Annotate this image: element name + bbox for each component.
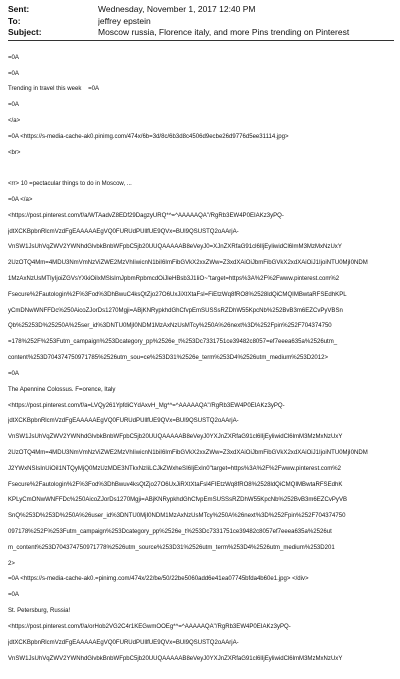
body-line: =0A <https://s-media-cache-ak0.=pinimg.com/474x/22/be/50/22be5060add6e41ea07745bfda4b60e1.jpg> </div> [8, 576, 309, 583]
header-divider [8, 40, 394, 41]
body-line: <https://post.pinterest.com/f/a/WTAadvZ8EDf29DagzyURQ*^=^AAAAAQA"/RgRb3EW4P0EIAKz3yPQ- [8, 212, 284, 219]
body-line: </a> [8, 117, 21, 124]
body-line: =0A [8, 54, 19, 61]
body-line: 2UzOTQ4Mm=4MDU3NmVmNzViZWE2MzVhIiwicnN1biI6ImFibGVkX2xxZWw=Z3xdXAiOiJbmFibGVkX2xdXAiOiJ1IjoiNTU0MjI0NDM [8, 449, 368, 456]
body-line: Qb%25253D%25250A%25ser_id%3DNTU0MjI0NDM1MzAxNzUsMTcy%250A%26next%3D%252Fpin%252F704374750 [8, 323, 332, 330]
body-line: Fsecure%2Fautologin%2F%3Fod%3DhBwuC4ksQtZjo27O6UxJiXtXtaFsl=FiEtzWq8fRO8%2528ldQiCMQIMBwtaRFSEdhKPL [8, 291, 347, 298]
body-line: jdtXCKBpbnRlcmVzdFgEAAAAAEgVQ0FURUdPUllfUE9QVx=BUl9QSUSTQ2oAArjA- [8, 228, 239, 235]
to-value: jeffrey epstein [98, 15, 151, 26]
body-line: KPLyCmONwWNFFDc%250AicoZJorDs1270Mgji=ABjKNRypkhdGhCfvpEmSUSSsRZDhW55KpcNb%252BvB3m6EZCvPyVB [8, 497, 348, 504]
body-line: J2YWxNSIsInUiOiI1NTQyMjQ0MzUzMDE3NTkxNzIiLCJkZWxheSI6IjExIn0"target=https%3A%2F%2Fwww.pinterest.com%2 [8, 465, 341, 472]
body-line: jdtXCKBpbnRlcmVzdFgEAAAAAEgVQ0FURUdPUllfUE9QVx=BUl9QSUSTQ2oAArjA- [8, 418, 239, 425]
body-line: <https://post.pinterest.com/f/a/orHob2VG2C4r1KEGwmOOEg*^=^AAAAAQA"/RgRb3EW4P0EIAKz3yPQ- [8, 623, 291, 630]
body-line: SnQ%253D%253D%250A%26user_id%3DNTU0MjI0NDM1MzAxNzUsMTcy%250A%26next%3D%252Fpin%252F704374750 [8, 513, 346, 520]
sent-row [8, 4, 394, 16]
body-line: yCmDNwWNFFDc%250AicoZJorDs1270Mgji=ABjKNRypkhdGhCfvpEmSUSSsRZDhW55KpcNb%252BvB3m6EZCvPyVBSn [8, 307, 343, 314]
subject-row [8, 27, 394, 39]
body-line: The Apennine Colossus. F=orence, Italy [8, 386, 116, 393]
body-line: =0A <https://s-media-cache-ak0.pinimg.com/474x/6b=3d/8c/6b3d8c4506d9ecbe26d9776d5ee31114.jpg> [8, 133, 289, 140]
body-line: m_content%253D704374750971778%2526utm_source%253D31%2526utm_term%253D4%2526utm_medium%253D201 [8, 544, 335, 551]
body-line: VnSW1JsUhVqZWV2YWNhdGlvbkBnbWFpbC5jb20UUQAAAAAB8eVeyJ0YXJnZXRfaG91cl6lIjEyliwidCl6lmM3MzMxNzUxY [8, 655, 343, 662]
body-line: VnSW1JsUhVqZWV2YWNhdGlvbkBnbWFpbC5jb20UUQAAAAAB8eVeyJ0=XJnZXRfaG91cl6lIjEyliwidCl6lmM3MzMxNzUxY [8, 244, 342, 251]
blank-line [8, 165, 394, 173]
body-line: =0A </a> [8, 196, 33, 203]
body-line: =0A [8, 592, 19, 599]
sent-value: Wednesday, November 1, 2017 12:40 PM [98, 4, 256, 14]
body-line: VnSW1JsUhVqZWV2YWNhdGlvbkBnbWFpbC5jb20UUQAAAAAB8eVeyJ0YXJnZXRfaG91cl6lIjEyliwidCl6lmM3MzMxNzUxY [8, 434, 343, 441]
body-line: Fsecure%2Fautologin%2F%3Fod%3DhBwuv4ksQtZjo27O6UxJiRXtXtaFsl4FIEtzWq8fRO8%2528ldQiCMQIMBwtaRFSEdhK [8, 481, 343, 488]
body-line: 097178%252F%253Futm_campaign%253Dcategory_pp%2526e_t%253Dc7331751ce39482c8057ef7eeea635a%2526ut [8, 529, 332, 536]
sent-label: Sent: [8, 4, 30, 14]
body-line: St. Petersburg, Russia! [8, 608, 71, 615]
body-line: =0A [8, 102, 19, 109]
body-line: <https://post.pinterest.com/f/a=LVQy261YpfdiCYdAxvH_Mg*^=^AAAAAQA"/RgRb3EW4P0EIAKz3yPQ- [8, 402, 285, 409]
body-line: 2UzOTQ4Mm=4MDU3NmVmNzViZWE2MzVhIiwicnN1biI6ImFibGVkX2xxZWw=Z3xdXAiOiJbmFibGVkX2xdXAiOiJ1IjoiNTU0MjI0NDM [8, 260, 368, 267]
body-line: =0A [8, 70, 19, 77]
to-row [8, 16, 394, 28]
body-line: Trending in travel this week =0A [8, 86, 100, 93]
body-line: content%253D704374750971785%2526utm_sou=ce%253D31%2526e_term%253D4%2526utm_medium%253D2012> [8, 355, 329, 362]
body-line: 1MzAxNzUsMTIyIjoiZGVsYXkiOilxMSlsImJpbmRpbmcdOiJleHBsb3J1IiO~"target=https%3A%2F%2Fwww.pinterest.com%2 [8, 276, 340, 283]
body-line: <br> [8, 149, 21, 156]
email-body [8, 47, 394, 679]
to-label: To: [8, 15, 21, 26]
body-line: =178%252F%253Futm_campaign%253Dcategory_pp%2526e_t%253Dc7331751ce39482c8057=ef7eeea635a%2526utm_ [8, 339, 338, 346]
body-line: 2> [8, 560, 15, 567]
subject-value: Moscow russia, Florence italy, and more Pins trending on Pinterest [98, 27, 350, 38]
subject-label: Subject: [8, 27, 42, 38]
body-line: <rr> 10 =pectacular things to do in Moscow, ... [8, 181, 132, 188]
body-line: =0A [8, 370, 19, 377]
body-line: jdtXCKBpbnRlcmVzdFgEAAAAAEgVQ0FURUdPUllfUE9QVx=BUl9QSUSTQ2oAArjA- [8, 639, 239, 646]
